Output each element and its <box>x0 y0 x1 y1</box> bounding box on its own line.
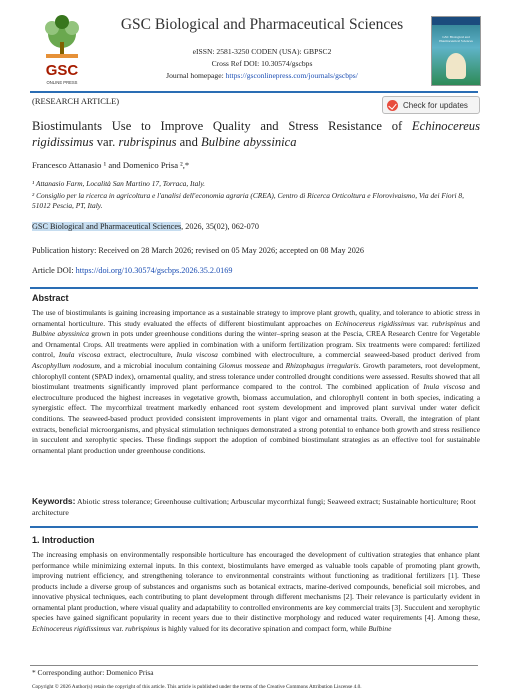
intro-divider <box>30 526 478 528</box>
intro-heading: 1. Introduction <box>32 535 95 545</box>
journal-header <box>30 12 484 90</box>
doi-label: Article DOI: <box>32 266 76 275</box>
publication-history: Publication history: Received on 28 March 2026; revised on 05 May 2026; accepted on 08 May 2026 <box>32 246 364 255</box>
cover-banner <box>432 17 480 25</box>
gsc-logo-icon <box>32 12 92 90</box>
intro-text: The increasing emphasis on environmentally responsible horticulture has encouraged the development of cultivation strategies that enhance plant performance while minimizing external inputs. In this context, biostimulants have emerged as valuable tools capable of promoting plant growth, improving nutrient efficiency, and strengthening tolerance to environmental constraints without functioning as traditional fertilizers [1]. These products include a diverse group of substances and organisms such as botanical extracts, marine-derived compounds, beneficial soil microbes, and innovative physical techniques, each contributing to plant development through different mechanisms [2]. Their relevance is particularly evident in ornamental plant production, where visual quality and adaptability to controlled environments are key commercial traits [3]. Succulent and xerophytic species have gained significant popularity in recent years due to their distinctive morphology and reduced water requirements [4]. Among these, Echinocereus rigidissimus var. rubrispinus is highly valued for its decorative spination and compact form, while Bulbine <box>32 550 480 633</box>
article-doi <box>32 266 232 275</box>
logo-text: GSC <box>45 62 79 79</box>
abstract-divider <box>30 287 478 289</box>
cover-title: GSC Biological and Pharmaceutical Sciences <box>439 35 473 43</box>
issn-line: eISSN: 2581-3250 CODEN (USA): GBPSC2 <box>192 47 332 56</box>
authors: Francesco Attanasio ¹ and Domenico Prisa ²,* <box>32 160 190 170</box>
homepage-link[interactable]: https://gsconlinepress.com/journals/gscbps/ <box>225 71 358 80</box>
cover-plant-icon <box>446 53 466 79</box>
citation-details: , 2026, 35(02), 062-070 <box>181 222 259 231</box>
logo-subtext: ONLINE PRESS <box>46 80 78 85</box>
citation-journal: GSC Biological and Pharmaceutical Sciences <box>32 222 182 231</box>
header-divider <box>30 91 478 93</box>
check-for-updates-button[interactable] <box>382 96 480 114</box>
abstract-heading: Abstract <box>32 293 69 303</box>
copyright: Copyright © 2026 Author(s) retain the copyright of this article. This article is published under the terms of the Creative Commons Attribution Liscense 4.0. <box>32 684 362 690</box>
journal-name: GSC Biological and Pharmaceutical Sciences <box>120 16 404 33</box>
homepage-label: Journal homepage: <box>166 71 226 80</box>
keywords-text: Abiotic stress tolerance; Greenhouse cultivation; Arbuscular mycorrhizal fungi; Seaweed extract; Sustainable horticulture; Root architecture <box>32 497 476 517</box>
check-updates-label: Check for updates <box>403 100 468 110</box>
affiliation-2: ² Consiglio per la ricerca in agricoltura e l'analisi dell'economia agraria (CREA), Centro di Ricerca Orticoltura e Florovivaismo, Via dei Fiori 8, 51012 Pescia, PT, Italy. <box>32 191 464 210</box>
citation <box>32 222 259 231</box>
article-title: Biostimulants Use to Improve Quality and Stress Resistance of Echinocereus rigidissimus var. rubrispinus and Bulbine abyssinica <box>32 119 480 149</box>
journal-cover-image <box>431 16 481 86</box>
doi-link[interactable]: https://doi.org/10.30574/gscbps.2026.35.2.0169 <box>75 266 233 275</box>
article-type: (RESEARCH ARTICLE) <box>32 96 120 106</box>
homepage-line <box>112 71 412 80</box>
keywords <box>32 496 480 518</box>
footnote-divider <box>30 665 478 666</box>
keywords-label: Keywords: <box>32 496 76 506</box>
affiliation-1: ¹ Attanasio Farm, Località San Martino 17, Torraca, Italy. <box>32 179 206 188</box>
check-updates-icon <box>387 100 398 111</box>
crossref-line: Cross Ref DOI: 10.30574/gscbps <box>211 59 313 68</box>
abstract-text: The use of biostimulants is gaining increasing importance as a sustainable strategy to improve plant growth, quality, and tolerance to abiotic stress in ornamental horticulture. This study evaluated the effects of different biostimulant approaches on Echinocereus rigidissimus var. rubrispinus and Bulbine abyssinica grown in pots under greenhouse conditions during the winter–spring season at the Pescia, CREA Research Centre for Vegetable and Ornamental Crops. All treatments were applied in combination with a uniform fertilization program. Six treatments were compared: fertilized control, Inula viscosa extract, electroculture, Inula viscosa combined with electroculture, a commercial seaweed-based product derived from Ascophyllum nodosum, and a microbial inoculum containing Glomus mosseae and Rhizophagus irregularis. Growth parameters, root development, chlorophyll content (SPAD index), ornamental quality, and stress tolerance under controlled drought conditions were assessed. Results showed that all biostimulant treatments significantly improved plant performance compared to the control. The combined application of Inula viscosa and electroculture produced the highest increases in vegetative growth, biomass accumulation, and chlorophyll content in both species, indicating a synergistic effect. The mycorrhizal treatment markedly enhanced root system development and improved plant survival under water deficit conditions. The seaweed-based product provided consistent improvements in plant vigor and ornamental traits. Overall, the integration of plant extracts, beneficial microorganisms, and physical stimulation techniques demonstrated a strong potential to enhance both growth and stress resilience in succulent and xerophytic species. These findings support the adoption of combined biostimulant strategies as an effective tool for sustainable ornamental plant production under greenhouse conditions. <box>32 308 480 455</box>
corresponding-author: * Corresponding author: Domenico Prisa <box>32 668 154 677</box>
